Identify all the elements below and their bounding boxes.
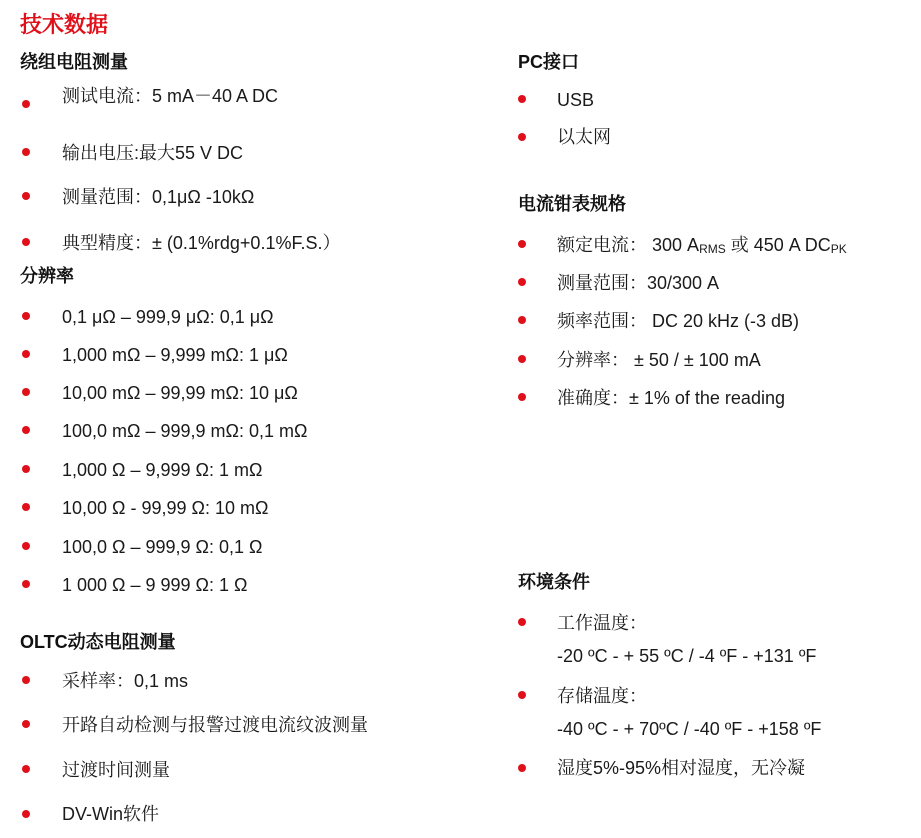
- bullet-icon: [518, 393, 526, 401]
- pc-ethernet: 以太网: [557, 127, 611, 147]
- bullet-icon: [22, 503, 30, 511]
- page-title: 技术数据: [20, 12, 109, 37]
- clamp-resolution: 分辨率： ± 50 / ± 100 mA: [557, 350, 761, 370]
- bullet-icon: [518, 316, 526, 324]
- oltc-sampling-rate: 采样率：0,1 ms: [62, 671, 189, 691]
- heading-pc-interface: PC接口: [518, 52, 580, 72]
- bullet-icon: [518, 691, 526, 699]
- resolution-item: 1 000 Ω – 9 999 Ω: 1 Ω: [62, 575, 248, 595]
- winding-output-voltage: 输出电压:最大55 V DC: [62, 143, 244, 163]
- bullet-icon: [518, 764, 526, 772]
- bullet-icon: [518, 618, 526, 626]
- bullet-icon: [22, 388, 30, 396]
- resolution-item: 1,000 Ω – 9,999 Ω: 1 mΩ: [62, 460, 263, 480]
- clamp-rated-current: [557, 233, 847, 261]
- winding-accuracy: 典型精度：± (0.1%rdg+0.1%F.S.）: [62, 233, 341, 253]
- bullet-icon: [518, 95, 526, 103]
- resolution-item: 1,000 mΩ – 9,999 mΩ: 1 μΩ: [62, 345, 288, 365]
- bullet-icon: [22, 312, 30, 320]
- clamp-rated-mid: 或 450 A DC: [725, 235, 831, 255]
- env-storage-value: -40 ºC - + 70ºC / -40 ºF - +158 ºF: [557, 719, 822, 739]
- heading-current-clamp: 电流钳表规格: [518, 194, 626, 214]
- resolution-item: 10,00 Ω - 99,99 Ω: 10 mΩ: [62, 498, 269, 518]
- oltc-transition-time: 过渡时间测量: [62, 760, 170, 780]
- bullet-icon: [22, 542, 30, 550]
- bullet-icon: [22, 765, 30, 773]
- winding-measure-range: 测量范围：0,1μΩ -10kΩ: [62, 187, 255, 207]
- bullet-icon: [22, 720, 30, 728]
- clamp-rated-label: 额定电流：: [557, 235, 647, 255]
- clamp-rated-rms-sub: RMS: [699, 242, 726, 256]
- bullet-icon: [22, 676, 30, 684]
- env-storage-label: 存储温度：: [557, 686, 647, 706]
- env-operating-label: 工作温度：: [557, 613, 647, 633]
- resolution-item: 100,0 mΩ – 999,9 mΩ: 0,1 mΩ: [62, 421, 308, 441]
- resolution-item: 10,00 mΩ – 99,99 mΩ: 10 μΩ: [62, 383, 298, 403]
- resolution-item: 0,1 μΩ – 999,9 μΩ: 0,1 μΩ: [62, 307, 274, 327]
- bullet-icon: [22, 350, 30, 358]
- bullet-icon: [518, 278, 526, 286]
- clamp-rated-pk-sub: PK: [830, 242, 847, 256]
- bullet-icon: [22, 426, 30, 434]
- clamp-measure-range: 测量范围：30/300 A: [557, 273, 720, 293]
- bullet-icon: [518, 355, 526, 363]
- resolution-item: 100,0 Ω – 999,9 Ω: 0,1 Ω: [62, 537, 263, 557]
- winding-test-current: 测试电流：5 mA－40 A DC: [62, 86, 279, 106]
- heading-oltc: OLTC动态电阻测量: [20, 632, 176, 652]
- bullet-icon: [22, 580, 30, 588]
- bullet-icon: [22, 100, 30, 108]
- bullet-icon: [518, 133, 526, 141]
- bullet-icon: [22, 465, 30, 473]
- bullet-icon: [518, 240, 526, 248]
- oltc-software: DV-Win软件: [62, 804, 160, 824]
- pc-usb: USB: [557, 90, 595, 110]
- clamp-rated-rms: 300 A: [652, 235, 700, 255]
- bullet-icon: [22, 192, 30, 200]
- heading-winding-resistance: 绕组电阻测量: [20, 52, 128, 72]
- bullet-icon: [22, 810, 30, 818]
- heading-environment: 环境条件: [518, 572, 590, 592]
- env-humidity: 湿度5%-95%相对湿度，无冷凝: [557, 758, 806, 778]
- clamp-frequency-range: 频率范围： DC 20 kHz (-3 dB): [557, 311, 800, 331]
- env-operating-value: -20 ºC - + 55 ºC / -4 ºF - +131 ºF: [557, 646, 817, 666]
- oltc-open-circuit-detection: 开路自动检测与报警过渡电流纹波测量: [62, 715, 368, 735]
- bullet-icon: [22, 238, 30, 246]
- heading-resolution: 分辨率: [20, 266, 74, 286]
- bullet-icon: [22, 148, 30, 156]
- clamp-accuracy: 准确度：± 1% of the reading: [557, 388, 785, 408]
